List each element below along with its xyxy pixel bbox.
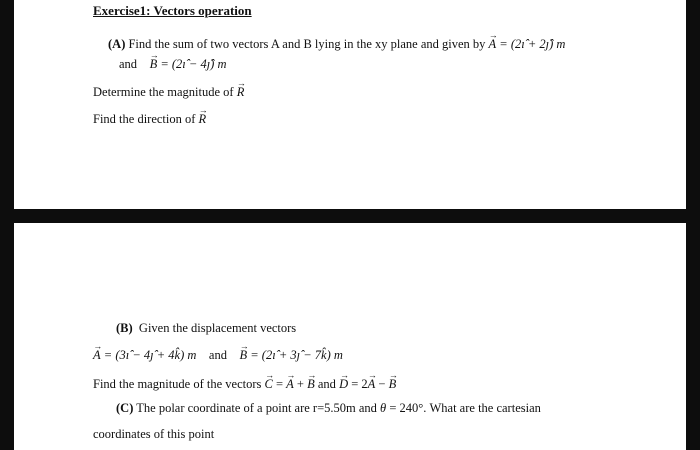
theta-symbol: θ	[380, 401, 387, 415]
part-a-line-1	[108, 36, 565, 52]
vector-a-symbol-b: → A	[93, 347, 101, 363]
vector-b-symbol-c: → B	[307, 376, 315, 392]
part-c-text-2: = 240°. What are the cartesian	[386, 401, 541, 415]
vector-r-symbol-2: → R	[199, 111, 207, 127]
right-frame-edge	[686, 0, 700, 450]
part-b-vectors	[93, 347, 343, 363]
vector-c-symbol: → C	[265, 376, 273, 392]
part-b-label: (B)	[116, 321, 133, 335]
part-c-label: (C)	[116, 401, 134, 415]
part-b-intro: Given the displacement vectors	[138, 321, 297, 335]
page-separator-bar	[0, 209, 700, 223]
part-b-question-text: Find the magnitude of the vectors	[93, 377, 262, 391]
minus-sign: −	[375, 377, 389, 391]
part-a-label: (A)	[108, 37, 126, 51]
exercise-title: Exercise1: Vectors operation	[93, 3, 252, 18]
vector-b-expression-b: = (2ı̂ + 3ȷ̂ − 7k̂) m	[247, 348, 343, 362]
vector-r-symbol: → R	[237, 84, 245, 100]
and-connector: and	[314, 377, 340, 391]
equals-c: =	[272, 377, 287, 391]
vector-a-symbol: → A	[489, 36, 497, 52]
vector-a-symbol-d: → A	[368, 376, 376, 392]
vector-b-symbol: → B	[150, 56, 158, 72]
vector-b-symbol-b: → B	[239, 347, 247, 363]
part-a-line-2	[119, 56, 227, 72]
vector-a-expression-b: = (3ı̂ − 4ȷ̂ + 4k̂) m	[100, 348, 197, 362]
equals-d: = 2	[348, 377, 368, 391]
magnitude-question	[93, 84, 244, 100]
part-b-question	[93, 376, 396, 392]
part-b-line-1	[116, 320, 296, 336]
part-c-line-1	[116, 400, 541, 416]
vector-b-expression: = (2ı̂ − 4ȷ̂) m	[157, 57, 227, 71]
part-a-intro: Find the sum of two vectors A and B lying in the xy plane and given by	[128, 37, 486, 51]
plus-sign: +	[293, 377, 308, 391]
vector-a-symbol-c: → A	[286, 376, 294, 392]
left-frame-edge	[0, 0, 14, 450]
part-b-and: and	[208, 348, 227, 362]
vector-d-symbol: → D	[339, 376, 348, 392]
vector-a-expression: = (2ı̂ + 2ȷ̂) m	[496, 37, 566, 51]
part-c-text-1: The polar coordinate of a point are r=5.50m and	[136, 401, 377, 415]
vector-b-symbol-d: → B	[389, 376, 397, 392]
direction-question-text: Find the direction of	[93, 112, 196, 126]
part-c-line-2: coordinates of this point	[93, 427, 215, 441]
magnitude-question-text: Determine the magnitude of	[93, 85, 234, 99]
part-a-and: and	[119, 57, 138, 71]
direction-question	[93, 111, 206, 127]
